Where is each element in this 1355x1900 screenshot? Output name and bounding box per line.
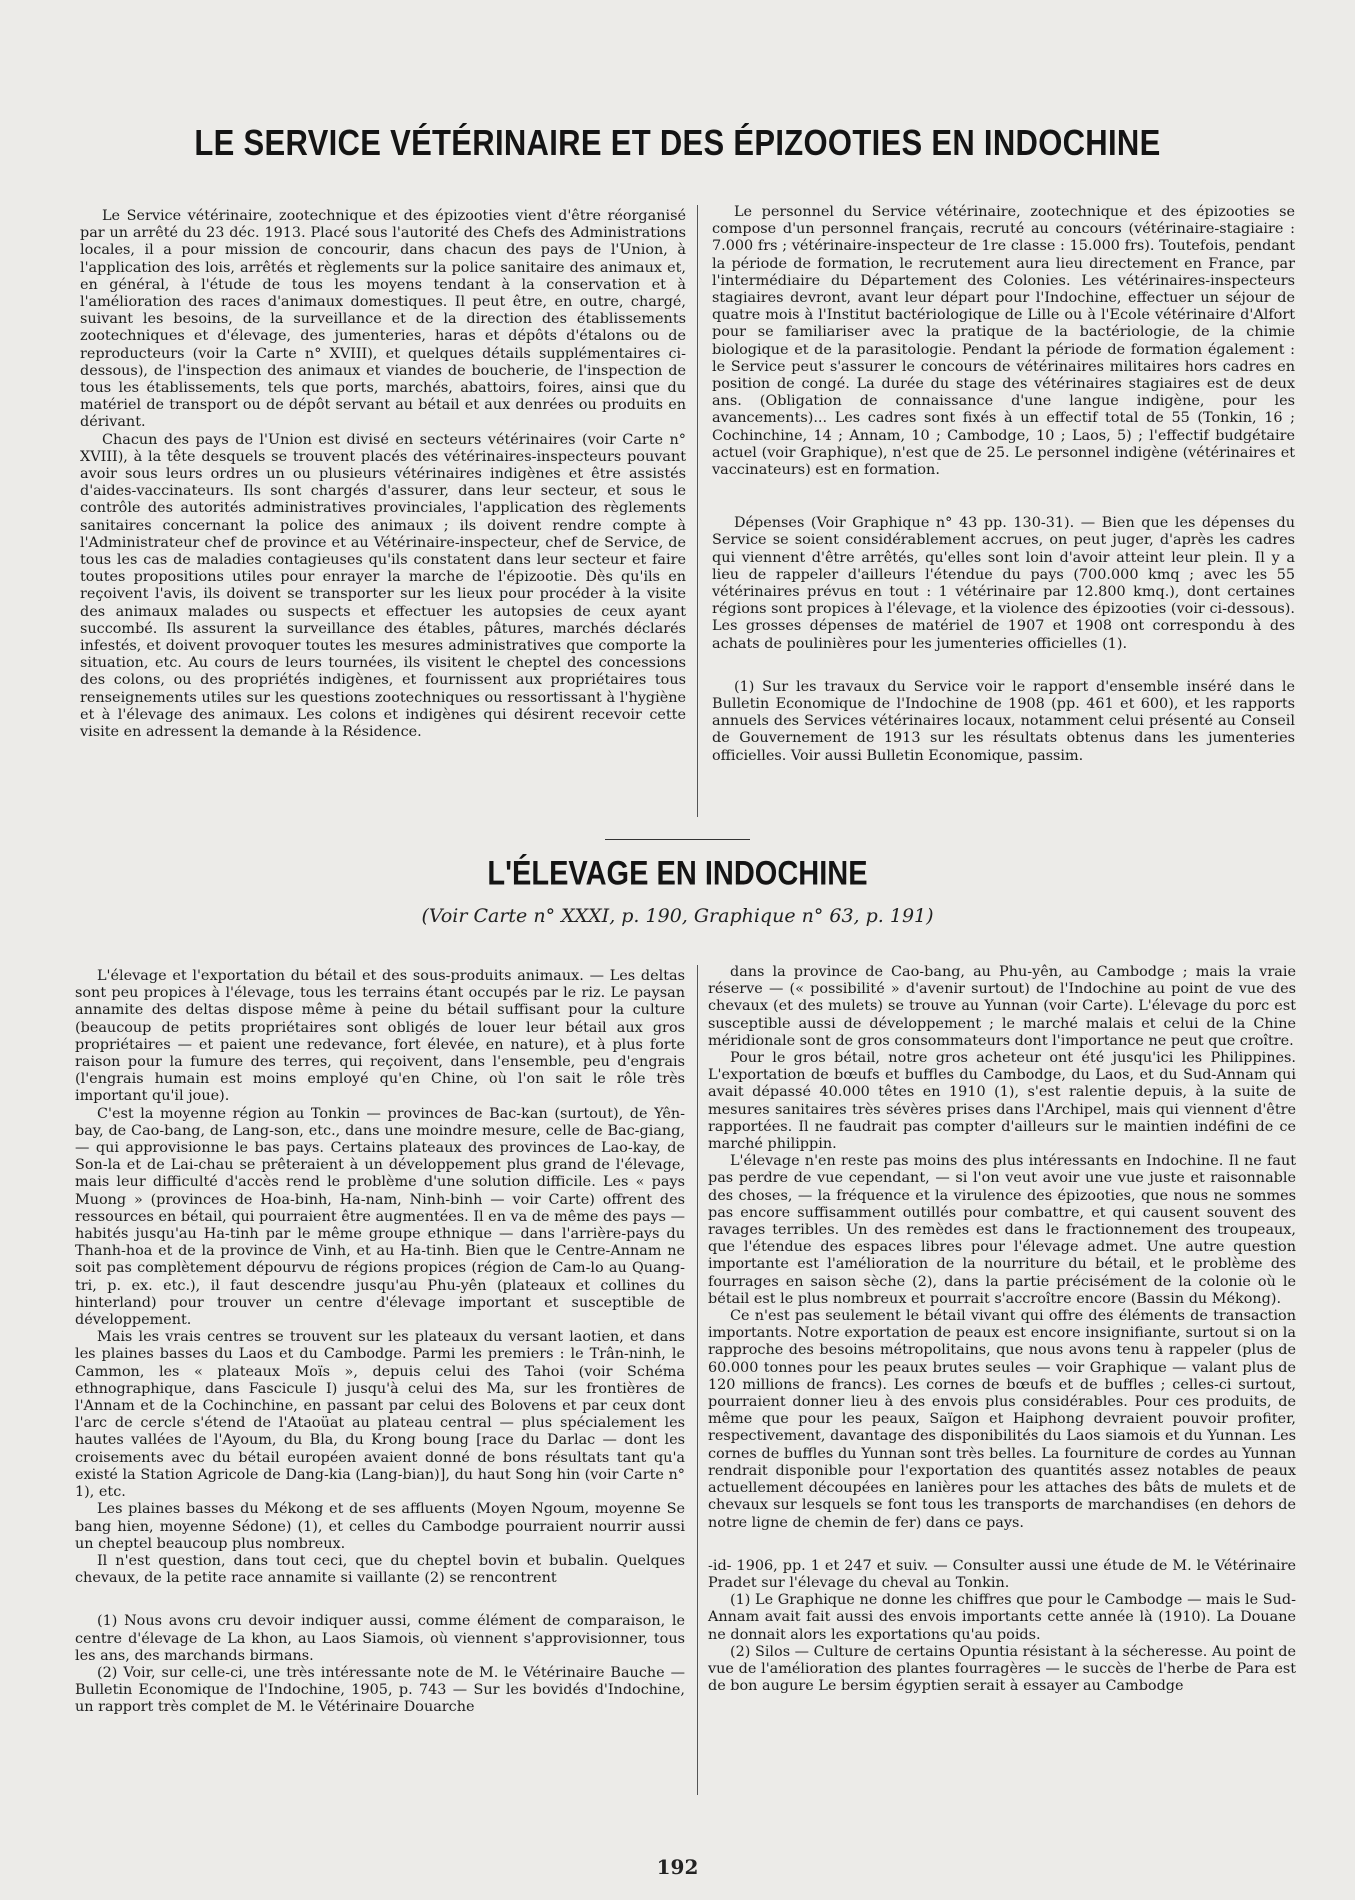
column-divider [697,205,698,817]
section1-left-column [80,208,686,741]
paragraph: Mais les vrais centres se trouvent sur les plateaux du versant laotien, et dans les plaines basses du Laos et du Cambodge. Parmi les premiers : le Trân-ninh, le Cammon, les « plateaux Moïs », depuis celui des Tahoi (voir Schéma ethnographique, dans Fascicule I) jusqu'à celui des Ma, sur les frontières de l'Annam et de la Cochinchine, en passant par celui des Bolovens et par ceux dont l'arc de cercle s'étend de l'Ataoüat au plateau central — plus spécialement les hautes vallées de l'Ayoum, du Bla, du Krong boung [race du Darlac — dont les croisements avec du bétail européen avaient donné de bons résultats tant qu'a existé la Station Agricole de Dang-kia (Lang-bian)], du haut Song hin (voir Carte n° 1), etc. [75,1329,685,1501]
footnote: (2) Voir, sur celle-ci, une très intéressante note de M. le Vétérinaire Bauche — Bulletin Economique de l'Indochine, 1905, p. 743 — Sur les bovidés d'Indochine, un rapport très complet de M. le Vétérinaire Douarche [75,1664,685,1716]
paragraph: L'élevage et l'exportation du bétail et des sous-produits animaux. — Les deltas sont peu propices à l'élevage, tous les terrains étant occupés par le riz. Le paysan annamite des deltas dispose même à peine du bétail suffisant pour la culture (beaucoup de petits propriétaires sont obligés de louer leur bétail aux gros propriétaires — et paient une redevance, fort élevée, en nature), et à plus forte raison pour la fumure des terres, qui reçoivent, dans l'ensemble, peu d'engrais (l'engrais humain est moins employé qu'en Chine, où l'on sait le rôle très important qu'il joue). [75,968,685,1105]
section-separator [605,839,750,840]
paragraph: Le personnel du Service vétérinaire, zootechnique et des épizooties se compose d'un personnel français, recruté au concours (vétérinaire-stagiaire : 7.000 frs ; vétérinaire-inspecteur de 1re classe : 15.000 frs). Toutefois, pendant la période de formation, le recrutement aura lieu directement en France, par l'intermédiaire du Département des Colonies. Les vétérinaires-inspecteurs stagiaires devront, avant leur départ pour l'Indochine, effectuer un séjour de quatre mois à l'Institut bactériologique de Lille ou à l'Ecole vétérinaire d'Alfort pour se familiariser avec la pratique de la bactériologie, de la chimie biologique et de la parasitologie. Pendant la période de formation également : le Service peut s'assurer le concours de vétérinaires militaires hors cadres en position de congé. La durée du stage des vétérinaires stagiaires est de deux ans. (Obligation de connaissance d'une langue indigène, pour les avancements)... Les cadres sont fixés à un effectif total de 55 (Tonkin, 16 ; Cochinchine, 14 ; Annam, 10 ; Cambodge, 10 ; Laos, 5) ; l'effectif budgétaire actuel (voir Graphique), n'est que de 25. Le personnel indigène (vétérinaires et vaccinateurs) est en formation. [712,204,1295,479]
paragraph: Pour le gros bétail, notre gros acheteur ont été jusqu'ici les Philippines. L'exportation de bœufs et buffles du Cambodge, du Laos, et du Sud-Annam qui avait dépassé 40.000 têtes en 1910 (1), s'est ralentie depuis, à la suite de mesures sanitaires très sévères prises dans l'Archipel, mais qui viennent d'être rapportées. Il ne faudrait pas compter d'ailleurs sur le maintien indéfini de ce marché philippin. [708,1050,1296,1153]
section-title-veterinary-service: LE SERVICE VÉTÉRINAIRE ET DES ÉPIZOOTIES EN INDOCHINE [194,121,1161,164]
section-subtitle: (Voir Carte n° XXXI, p. 190, Graphique n° 63, p. 191) [421,905,934,927]
footnote-block [712,679,1295,765]
footnote: (1) Nous avons cru devoir indiquer aussi, comme élément de comparaison, le centre d'élevage de La khon, au Laos Siamois, où viennent s'approvisionner, tous les ans, des marchands birmans. [75,1613,685,1664]
paragraph: Les plaines basses du Mékong et de ses affluents (Moyen Ngoum, moyenne Se bang hien, moyenne Sédone) (1), et celles du Cambodge pourraient nourrir aussi un cheptel beaucoup plus nombreux. [75,1501,685,1552]
footnote-block [708,1558,1296,1696]
paragraph-depenses: Dépenses (Voir Graphique n° 43 pp. 130-31). — Bien que les dépenses du Service se soient considérablement accrues, on peut juger, d'après les cadres qui viennent d'être arrêtés, qu'elles sont loin d'avoir atteint leur plein. Il y a lieu de rappeler d'ailleurs l'étendue du pays (700.000 kmq ; avec les 55 vétérinaires prévus en tout : 1 vétérinaire par 12.800 kmq.), dont certaines régions sont propices à l'élevage, et la violence des épizooties (voir ci-dessous). Les grosses dépenses de matériel de 1907 et 1908 ont correspondu à des achats de poulinières pour les jumenteries officielles (1). [712,515,1295,652]
paragraph: Chacun des pays de l'Union est divisé en secteurs vétérinaires (voir Carte n° XVIII), à la tête desquels se trouvent placés des vétérinaires-inspecteurs pouvant avoir sous leurs ordres un ou plusieurs vétérinaires indigènes et être assistés d'aides-vaccinateurs. Ils sont chargés d'assurer, dans leur secteur, et sous le contrôle des autorités administratives provinciales, l'application des règlements sanitaires concernant la police des animaux ; ils doivent rendre compte à l'Administrateur chef de province et au Vétérinaire-inspecteur, chef de Service, de tous les cas de maladies contagieuses qu'ils constatent dans leur secteur et faire toutes propositions utiles pour enrayer la marche de l'épizootie. Dès qu'ils en reçoivent l'avis, ils doivent se transporter sur les lieux pour procéder à la visite des animaux malades ou suspects et effectuer les autopsies de ceux ayant succombé. Ils assurent la surveillance des étables, pâtures, marchés déclarés infestés, et doivent provoquer toutes les mesures administratives que comporte la situation, etc. Au cours de leurs tournées, ils visitent le cheptel des concessions des colons, ou des propriétés indigènes, et fournissent aux propriétaires tous renseignements utiles sur les questions zootechniques ou ressortissant à l'hygiène et à l'élevage des animaux. Les colons et indigènes qui désirent recevoir cette visite en adressent la demande à la Résidence. [80,431,686,741]
column-divider [697,965,698,1795]
section1-right-column [712,204,1295,765]
footnote: (1) Le Graphique ne donne les chiffres que pour le Cambodge — mais le Sud-Annam avait fait aussi des envois importants cette année là (1910). La Douane ne donnait alors les exportations qu'au poids. [708,1592,1296,1643]
footnote-block [75,1613,685,1716]
section-title-elevage: L'ÉLEVAGE EN INDOCHINE [487,855,868,893]
footnote: -id- 1906, pp. 1 et 247 et suiv. — Consulter aussi une étude de M. le Vétérinaire Pradet sur l'élevage du cheval au Tonkin. [708,1557,1296,1591]
paragraph: dans la province de Cao-bang, au Phu-yên, au Cambodge ; mais la vraie réserve — (« possibilité » d'avenir surtout) de l'Indochine au point de vue des chevaux (et des mulets) se trouve au Yunnan (voir Carte). L'élevage du porc est susceptible aussi de développement ; le marché malais et celui de la Chine méridionale sont de gros consommateurs dont l'importance ne peut que croître. [708,964,1296,1049]
footnote: (1) Sur les travaux du Service voir le rapport d'ensemble inséré dans le Bulletin Economique de l'Indochine de 1908 (pp. 461 et 600), et les rapports annuels des Services vétérinaires locaux, notamment celui présenté au Conseil de Gouvernement de 1913 sur les résultats obtenus dans les jumenteries officielles. Voir aussi Bulletin Economique, passim. [712,678,1295,764]
paragraph: Le Service vétérinaire, zootechnique et des épizooties vient d'être réorganisé par un arrêté du 23 déc. 1913. Placé sous l'autorité des Chefs des Administrations locales, il a pour mission de concourir, dans chacun des pays de l'Union, à l'application des lois, arrêtés et règlements sur la police sanitaire des animaux et, en général, à l'étude de tous les moyens tendant à la conservation et à l'amélioration des races d'animaux domestiques. Il peut être, en outre, chargé, suivant les besoins, de la surveillance et de la direction des établissements zootechniques et d'élevage, des jumenteries, haras et dépôts d'étalons ou de reproducteurs (voir la Carte n° XVIII), et quelques détails supplémentaires ci-dessous), de l'inspection des animaux et viandes de boucherie, de l'inspection de tous les établissements, tels que ports, marchés, abattoirs, foires, ainsi que du matériel de transport ou de dépôt servant au bétail et aux denrées ou produits en dérivant. [80,208,686,431]
section2-left-column [75,968,685,1717]
section2-right-column [708,964,1296,1695]
paragraph: C'est la moyenne région au Tonkin — provinces de Bac-kan (surtout), de Yên-bay, de Cao-bang, de Lang-son, etc., dans une moindre mesure, celle de Bac-giang, — qui approvisionne le bas pays. Certains plateaux des provinces de Lao-kay, de Son-la et de Lai-chau se prêteraient à un développement plus grand de l'élevage, mais leur difficulté d'accès rend le problème d'une solution difficile. Les « pays Muong » (provinces de Hoa-binh, Ha-nam, Ninh-binh — voir Carte) offrent des ressources en bétail, qui pourraient être augmentées. Il en va de même des pays — habités jusqu'au Ha-tinh par le même groupe ethnique — dans l'arrière-pays du Thanh-hoa et de la province de Vinh, et au Ha-tinh. Bien que le Centre-Annam ne soit pas complètement dépourvu de régions propices (région de Cam-lo au Quang-tri, p. ex. etc.), il faut descendre jusqu'au Phu-yên (plateaux et collines du hinterland) pour trouver un centre d'élevage important et susceptible de développement. [75,1105,685,1329]
paragraph: L'élevage n'en reste pas moins des plus intéressants en Indochine. Il ne faut pas perdre de vue cependant, — si l'on veut avoir une vue juste et raisonnable des choses, — la fréquence et la virulence des épizooties, que nous ne sommes pas encore suffisamment outillés pour combattre, et qui causent souvent des ravages terribles. Un des remèdes est dans le fractionnement des troupeaux, que l'étendue des espaces libres pour l'élevage admet. Une autre question importante est l'amélioration de la nourriture du bétail, et le problème des fourrages en saison sèche (2), dans la partie précisément de la colonie où le bétail est le plus nombreux et pourrait s'accroître encore (Bassin du Mékong). [708,1153,1296,1307]
paragraph: Il n'est question, dans tout ceci, que du cheptel bovin et bubalin. Quelques chevaux, de la petite race annamite si vaillante (2) se rencontrent [75,1552,685,1587]
footnote: (2) Silos — Culture de certains Opuntia résistant à la sécheresse. Au point de vue de l'amélioration des plantes fourragères — le succès de l'herbe de Para est de bon augure Le bersim égyptien serait à essayer au Cambodge [708,1643,1296,1695]
page-number: 192 [656,1855,699,1879]
paragraph: Ce n'est pas seulement le bétail vivant qui offre des éléments de transaction importants. Notre exportation de peaux est encore insignifiante, surtout si on la rapproche des besoins métropolitains, que nous avons tenu à rappeler (plus de 60.000 tonnes pour les peaux brutes seules — voir Graphique — valant plus de 120 millions de francs). Les cornes de bœufs et de buffles ; celles-ci surtout, pourraient donner lieu à des envois plus considérables. Pour ces produits, de même que pour les peaux, Saïgon et Haiphong devraient pouvoir profiter, respectivement, davantage des disponibilités du Laos siamois et du Yunnan. Les cornes de buffles du Yunnan sont très belles. La fourniture de cordes au Yunnan rendrait disponible pour l'exportation des quantités assez notables de peaux actuellement découpées en lanières pour les attaches des bâts de mulets et de chevaux sur lesquels se font tous les transports de marchandises (en dehors de notre ligne de chemin de fer) dans ce pays. [708,1308,1296,1531]
